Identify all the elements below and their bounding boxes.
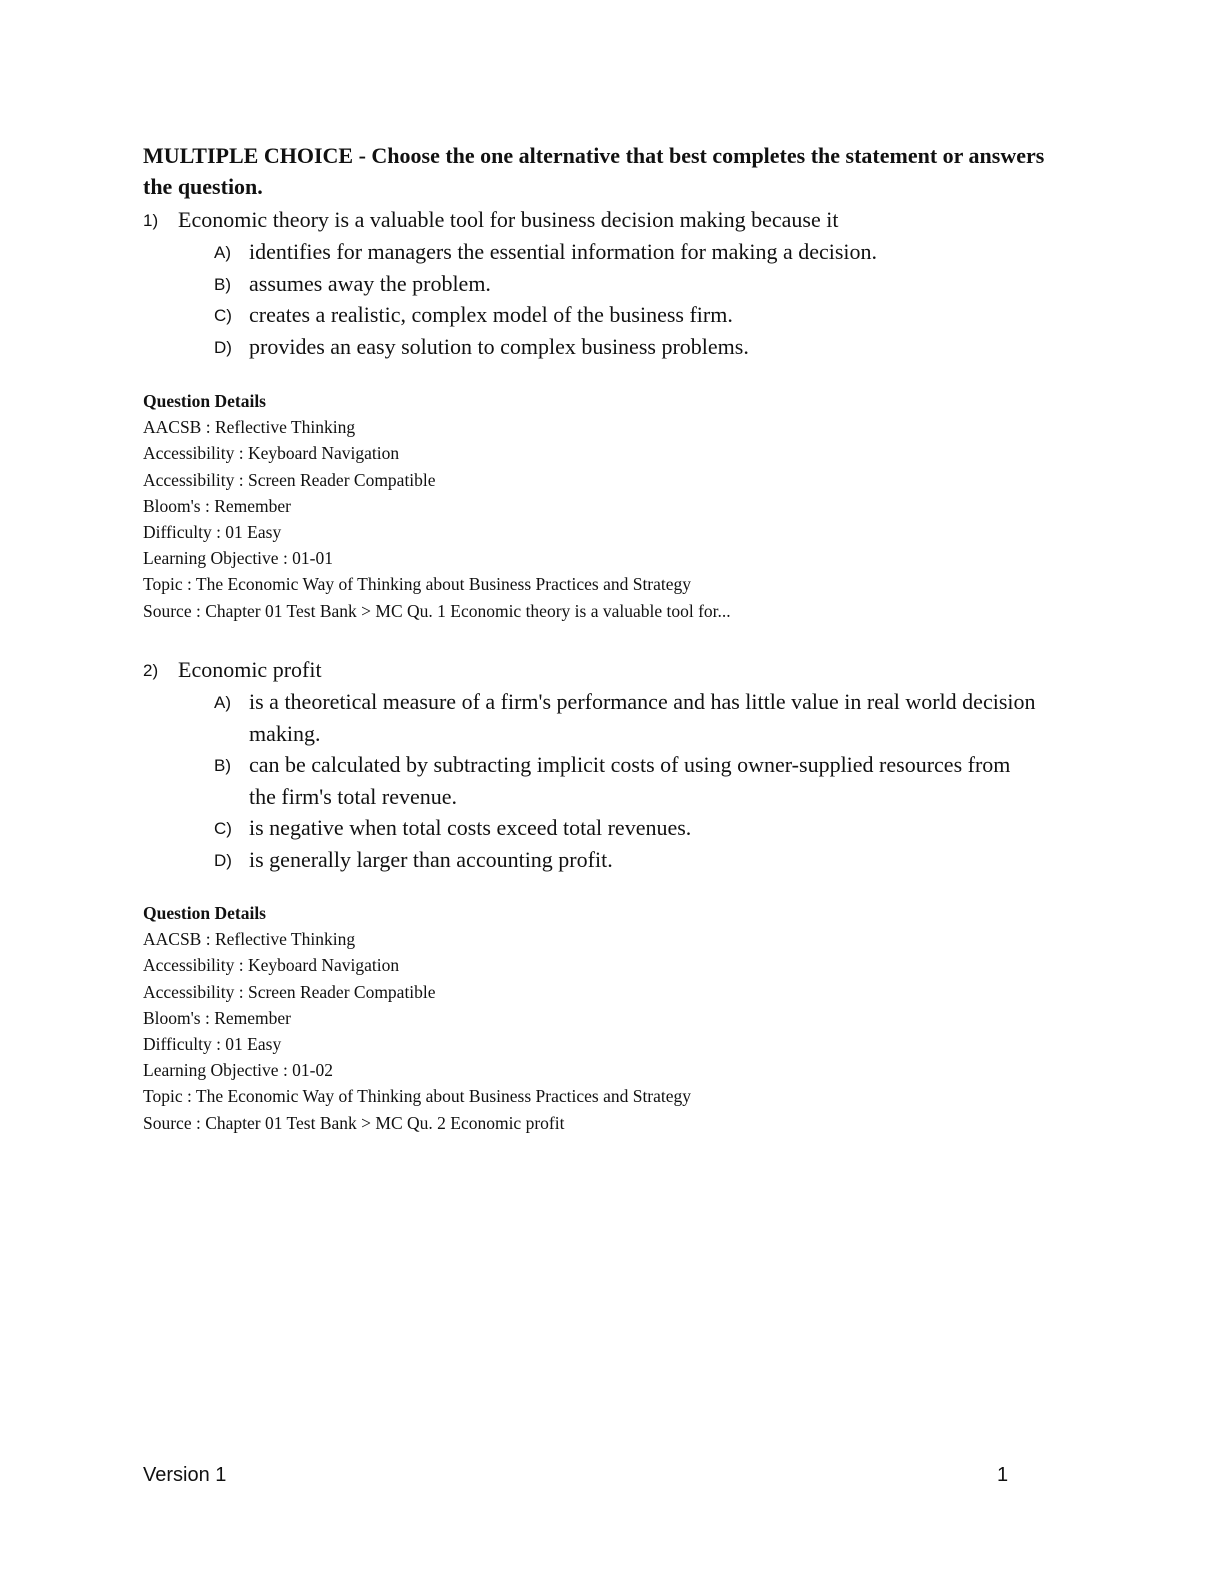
- option-text: is a theoretical measure of a firm's performance and has little value in real world decision making.: [249, 689, 1036, 746]
- question-stem-line: [143, 204, 1043, 236]
- section-heading: MULTIPLE CHOICE - Choose the one alternative that best completes the statement or answers the question.: [143, 143, 1045, 199]
- answer-option-a: [143, 236, 1039, 268]
- question-stem: Economic theory is a valuable tool for business decision making because it: [178, 207, 839, 232]
- detail-topic: Topic : The Economic Way of Thinking about Business Practices and Strategy: [143, 574, 692, 595]
- footer-page-number: 1: [997, 1464, 1009, 1486]
- option-letter: B): [214, 756, 231, 775]
- option-letter: C): [214, 819, 232, 838]
- question-details-1: [143, 388, 1043, 624]
- answer-option-b: [143, 268, 1039, 300]
- detail-blooms: Bloom's : Remember: [143, 495, 291, 516]
- option-letter: A): [214, 693, 231, 712]
- option-letter: A): [214, 243, 231, 262]
- detail-learning-objective: Learning Objective : 01-02: [143, 1060, 334, 1081]
- option-letter: D): [214, 850, 232, 870]
- answer-option-c: [143, 299, 1039, 331]
- question-1: [143, 204, 1043, 362]
- option-text: provides an easy solution to complex business problems.: [249, 333, 749, 359]
- question-number: 2): [143, 661, 159, 680]
- answer-option-d: [143, 331, 1039, 363]
- option-text: identifies for managers the essential information for making a decision.: [249, 239, 878, 264]
- question-stem-line: [143, 654, 1043, 686]
- answer-option-c: [143, 812, 1039, 844]
- details-title: Question Details: [143, 391, 266, 411]
- footer-version: Version 1: [143, 1464, 227, 1486]
- answer-option-a: [143, 686, 1039, 749]
- detail-aacsb: AACSB : Reflective Thinking: [143, 929, 356, 950]
- detail-difficulty: Difficulty : 01 Easy: [143, 522, 282, 543]
- question-stem: Economic profit: [178, 657, 322, 682]
- option-letter: C): [214, 306, 232, 325]
- answer-options: [143, 236, 1043, 362]
- question-2: [143, 654, 1043, 875]
- option-text: is generally larger than accounting profit.: [249, 846, 613, 872]
- detail-accessibility-screen-reader: Accessibility : Screen Reader Compatible: [143, 981, 436, 1002]
- detail-blooms: Bloom's : Remember: [143, 1007, 291, 1028]
- question-number: 1): [143, 211, 159, 230]
- answer-option-b: [143, 749, 1039, 812]
- option-text: can be calculated by subtracting implicit costs of using owner-supplied resources from the firm's total revenue.: [249, 752, 1011, 809]
- answer-option-d: [143, 844, 1039, 876]
- detail-accessibility-screen-reader: Accessibility : Screen Reader Compatible: [143, 469, 436, 490]
- answer-options: [143, 686, 1043, 875]
- details-title: Question Details: [143, 903, 266, 923]
- detail-source: Source : Chapter 01 Test Bank > MC Qu. 2 Economic profit: [143, 1112, 565, 1133]
- detail-topic: Topic : The Economic Way of Thinking about Business Practices and Strategy: [143, 1086, 692, 1107]
- option-text: is negative when total costs exceed total revenues.: [249, 815, 692, 840]
- detail-difficulty: Difficulty : 01 Easy: [143, 1034, 282, 1055]
- option-letter: B): [214, 274, 231, 294]
- option-text: creates a realistic, complex model of the business firm.: [249, 302, 733, 327]
- detail-learning-objective: Learning Objective : 01-01: [143, 548, 334, 569]
- question-details-2: [143, 900, 1043, 1136]
- detail-accessibility-keyboard: Accessibility : Keyboard Navigation: [143, 443, 400, 464]
- detail-source: Source : Chapter 01 Test Bank > MC Qu. 1 Economic theory is a valuable tool for...: [143, 600, 731, 621]
- detail-aacsb: AACSB : Reflective Thinking: [143, 417, 356, 438]
- option-letter: D): [214, 337, 232, 357]
- detail-accessibility-keyboard: Accessibility : Keyboard Navigation: [143, 955, 400, 976]
- option-text: assumes away the problem.: [249, 270, 491, 296]
